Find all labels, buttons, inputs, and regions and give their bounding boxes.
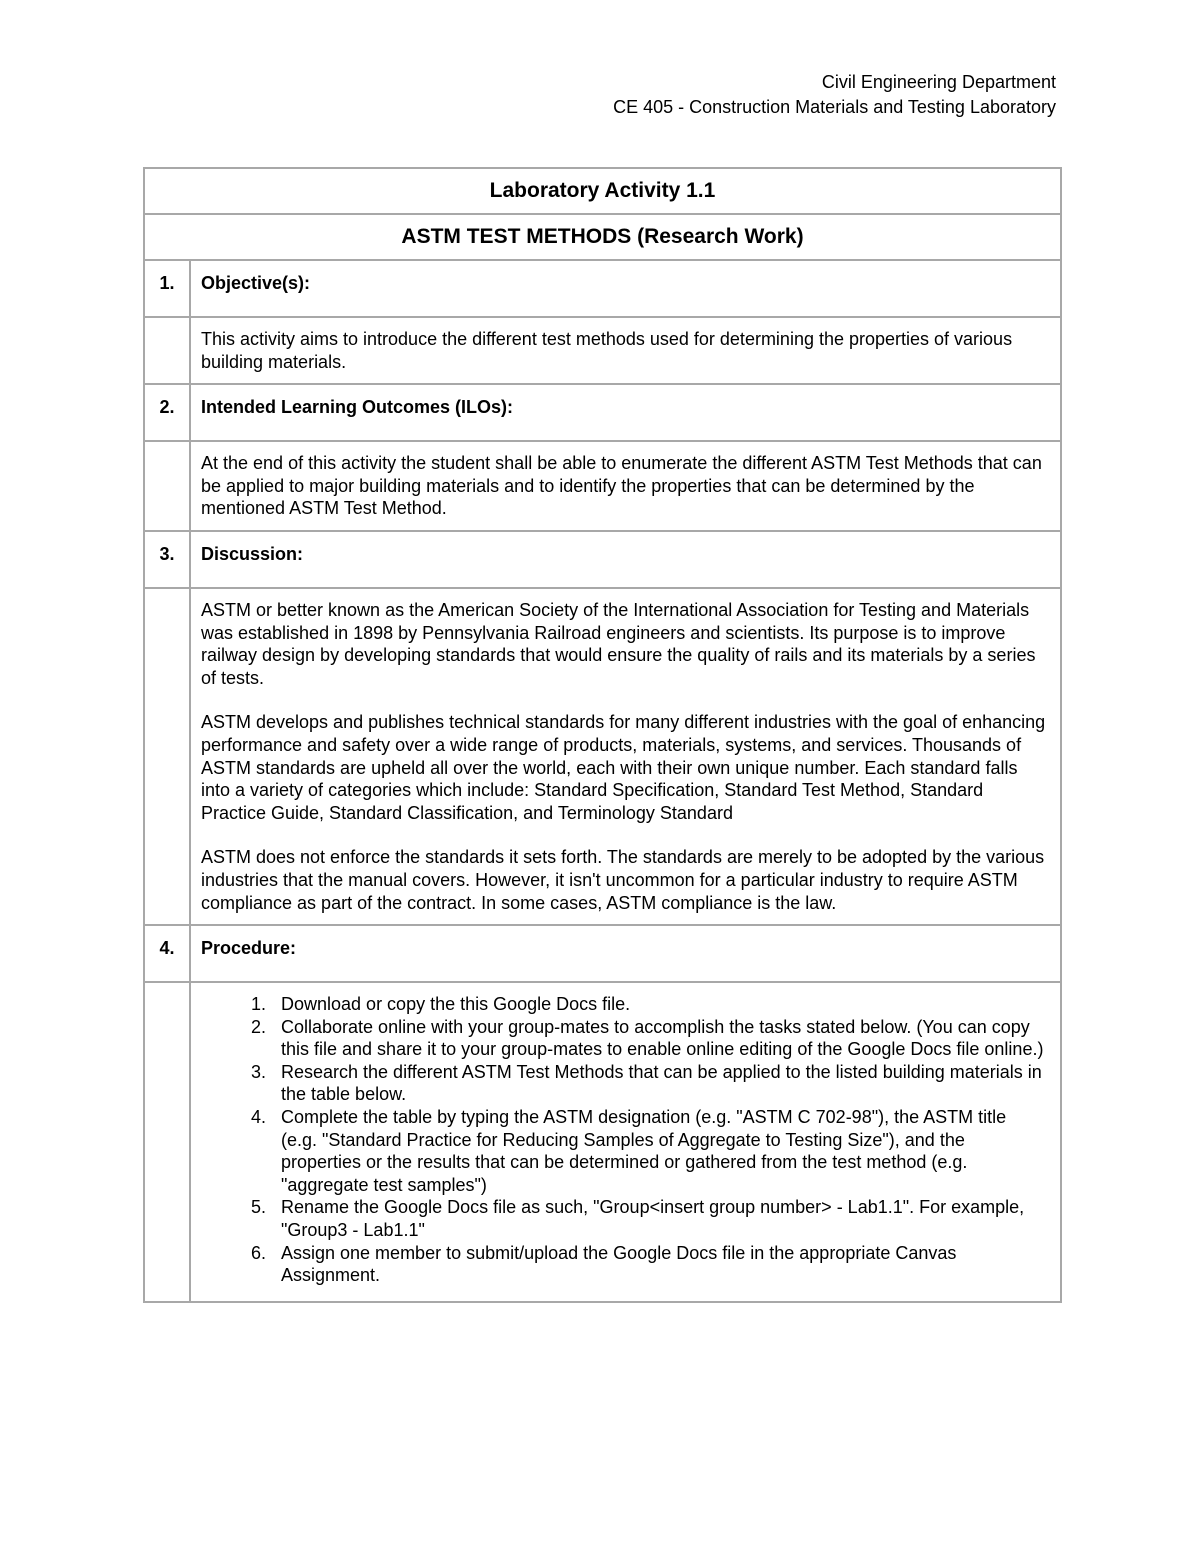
section-objectives-body bbox=[144, 317, 1061, 384]
section-discussion-header bbox=[144, 531, 1061, 588]
list-item: 3. Research the different ASTM Test Methods that can be applied to the listed building materials in the table below. bbox=[271, 1061, 1046, 1106]
section-number: 1. bbox=[144, 260, 190, 317]
section-number: 3. bbox=[144, 531, 190, 588]
section-heading: Intended Learning Outcomes (ILOs): bbox=[190, 384, 1061, 441]
section-heading: Objective(s): bbox=[190, 260, 1061, 317]
section-number: 2. bbox=[144, 384, 190, 441]
empty-cell bbox=[144, 317, 190, 384]
department-name: Civil Engineering Department bbox=[821, 72, 1056, 92]
page-header bbox=[613, 70, 1056, 120]
paragraph: This activity aims to introduce the different test methods used for determining the properties of various building materials. bbox=[201, 329, 1013, 372]
activity-subtitle: ASTM TEST METHODS (Research Work) bbox=[144, 214, 1061, 260]
paragraph: At the end of this activity the student shall be able to enumerate the different ASTM Test Methods that can be applied to major building materials and to identify the properties that can be determined by the mentioned ASTM Test Method. bbox=[201, 453, 1042, 519]
section-heading: Procedure: bbox=[190, 925, 1061, 982]
activity-title: Laboratory Activity 1.1 bbox=[144, 168, 1061, 214]
section-ilo-body bbox=[144, 441, 1061, 531]
section-heading: Discussion: bbox=[190, 531, 1061, 588]
activity-table bbox=[143, 167, 1062, 1303]
section-discussion-body bbox=[144, 588, 1061, 925]
section-content bbox=[190, 588, 1061, 925]
list-item: 1. Download or copy the this Google Docs file. bbox=[271, 993, 1046, 1016]
empty-cell bbox=[144, 982, 190, 1302]
section-procedure-body bbox=[144, 982, 1061, 1302]
procedure-list bbox=[201, 993, 1046, 1287]
section-procedure-header bbox=[144, 925, 1061, 982]
section-content bbox=[190, 317, 1061, 384]
list-item: 5. Rename the Google Docs file as such, "Group<insert group number> - Lab1.1". For example, "Group3 - Lab1.1" bbox=[271, 1196, 1046, 1241]
section-content bbox=[190, 982, 1061, 1302]
list-item: 2. Collaborate online with your group-mates to accomplish the tasks stated below. (You can copy this file and share it to your group-mates to enable online editing of the Google Docs file online.) bbox=[271, 1016, 1046, 1061]
section-content bbox=[190, 441, 1061, 531]
paragraph: ASTM develops and publishes technical standards for many different industries with the goal of enhancing performance and safety over a wide range of products, materials, systems, and services. Thousands of ASTM standards are upheld all over the world, each with their own unique number. Each standard falls into a variety of categories which include: Standard Specification, Standard Test Method, Standard Practice Guide, Standard Classification, and Terminology Standard bbox=[201, 712, 1046, 823]
empty-cell bbox=[144, 588, 190, 925]
section-objectives-header bbox=[144, 260, 1061, 317]
list-item: 6. Assign one member to submit/upload the Google Docs file in the appropriate Canvas Assignment. bbox=[271, 1242, 1046, 1287]
section-number: 4. bbox=[144, 925, 190, 982]
empty-cell bbox=[144, 441, 190, 531]
course-title: CE 405 - Construction Materials and Testing Laboratory bbox=[613, 97, 1056, 117]
list-item: 4. Complete the table by typing the ASTM designation (e.g. "ASTM C 702-98"), the ASTM title (e.g. "Standard Practice for Reducing Samples of Aggregate to Testing Size"), and the properties or the results that can be determined or gathered from the test method (e.g. "aggregate test samples") bbox=[271, 1106, 1046, 1196]
section-ilo-header bbox=[144, 384, 1061, 441]
paragraph: ASTM or better known as the American Society of the International Association for Testing and Materials was established in 1898 by Pennsylvania Railroad engineers and scientists. Its purpose is to improve railway design by developing standards that would ensure the quality of rails and its materials by a series of tests. bbox=[201, 599, 1036, 688]
paragraph: ASTM does not enforce the standards it sets forth. The standards are merely to be adopted by the various industries that the manual covers. However, it isn't uncommon for a particular industry to require ASTM compliance as part of the contract. In some cases, ASTM compliance is the law. bbox=[201, 847, 1045, 913]
